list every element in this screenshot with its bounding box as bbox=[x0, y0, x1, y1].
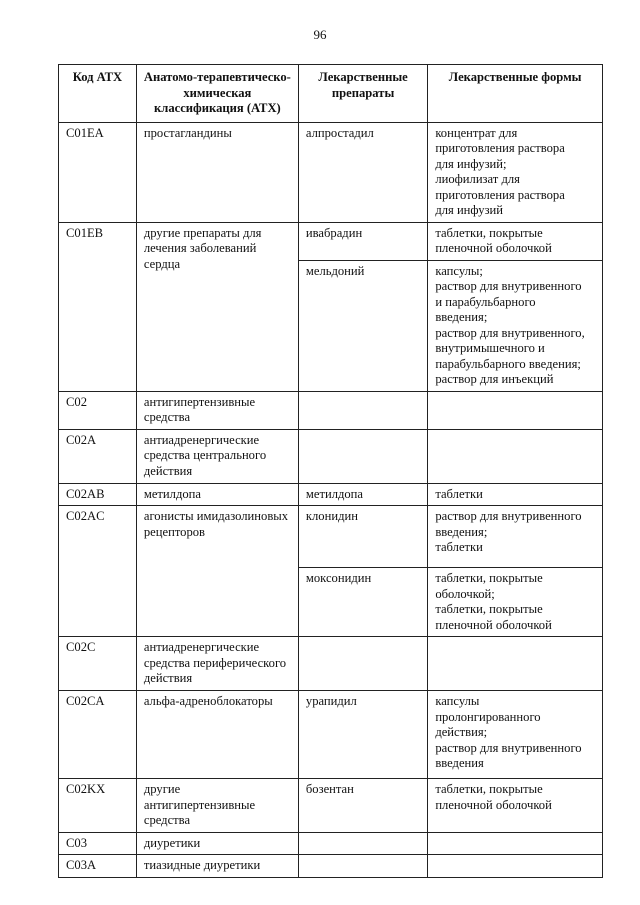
dosage-forms-cell bbox=[428, 429, 603, 483]
dosage-forms-cell: капсулы; раствор для внутривенного и парабульбарного введения; раствор для внутривенного, внутримышечного и парабульбарного введения; раствор для инъекций bbox=[428, 260, 603, 391]
atx-code-cell: C03 bbox=[59, 832, 137, 855]
dosage-forms-cell: таблетки, покрытые пленочной оболочкой bbox=[428, 222, 603, 260]
atx-code-cell: C01EB bbox=[59, 222, 137, 391]
dosage-forms-cell: таблетки, покрытые оболочкой; таблетки, покрытые пленочной оболочкой bbox=[428, 568, 603, 637]
atx-code-cell: C02A bbox=[59, 429, 137, 483]
atx-table bbox=[58, 64, 603, 878]
atx-code-cell: C02KX bbox=[59, 779, 137, 833]
table-row bbox=[59, 122, 603, 222]
dosage-forms-cell: раствор для внутривенного введения; таблетки bbox=[428, 506, 603, 568]
atx-classification-cell: другие препараты для лечения заболеваний сердца bbox=[136, 222, 298, 391]
atx-classification-cell: метилдопа bbox=[136, 483, 298, 506]
table-body bbox=[59, 122, 603, 877]
header-forms: Лекарственные формы bbox=[428, 65, 603, 123]
dosage-forms-cell bbox=[428, 391, 603, 429]
drug-name-cell: ивабрадин bbox=[298, 222, 427, 260]
atx-code-cell: C03A bbox=[59, 855, 137, 878]
drug-name-cell bbox=[298, 391, 427, 429]
table-row bbox=[59, 391, 603, 429]
table-row bbox=[59, 691, 603, 779]
drug-name-cell bbox=[298, 429, 427, 483]
table-header bbox=[59, 65, 603, 123]
table-row bbox=[59, 506, 603, 568]
page-number: 96 bbox=[313, 27, 327, 42]
dosage-forms-cell: капсулы пролонгированного действия; раствор для внутривенного введения bbox=[428, 691, 603, 779]
dosage-forms-cell bbox=[428, 637, 603, 691]
atx-classification-cell: антиадренергические средства периферического действия bbox=[136, 637, 298, 691]
drug-name-cell bbox=[298, 832, 427, 855]
dosage-forms-cell: концентрат для приготовления раствора для инфузий; лиофилизат для приготовления раствора для инфузий bbox=[428, 122, 603, 222]
drug-name-cell: метилдопа bbox=[298, 483, 427, 506]
atx-classification-cell: тиазидные диуретики bbox=[136, 855, 298, 878]
drug-name-cell: моксонидин bbox=[298, 568, 427, 637]
table-row bbox=[59, 483, 603, 506]
table-row bbox=[59, 779, 603, 833]
atx-code-cell: C02C bbox=[59, 637, 137, 691]
drug-name-cell bbox=[298, 855, 427, 878]
header-code: Код АТХ bbox=[59, 65, 137, 123]
atx-code-cell: C02CA bbox=[59, 691, 137, 779]
atx-code-cell: C02AB bbox=[59, 483, 137, 506]
header-drugs: Лекарственные препараты bbox=[298, 65, 427, 123]
atx-classification-cell: простагландины bbox=[136, 122, 298, 222]
drug-name-cell bbox=[298, 637, 427, 691]
header-classification: Анатомо-терапевтическо- химическая классификация (АТХ) bbox=[136, 65, 298, 123]
atx-code-cell: C02AC bbox=[59, 506, 137, 637]
header-row bbox=[59, 65, 603, 123]
table-row bbox=[59, 832, 603, 855]
atx-classification-cell: антигипертензивные средства bbox=[136, 391, 298, 429]
table-row bbox=[59, 429, 603, 483]
drug-name-cell: урапидил bbox=[298, 691, 427, 779]
atx-classification-cell: диуретики bbox=[136, 832, 298, 855]
dosage-forms-cell bbox=[428, 855, 603, 878]
drug-name-cell: бозентан bbox=[298, 779, 427, 833]
drug-name-cell: алпростадил bbox=[298, 122, 427, 222]
drug-name-cell: клонидин bbox=[298, 506, 427, 568]
atx-classification-cell: антиадренергические средства центрального действия bbox=[136, 429, 298, 483]
atx-classification-cell: альфа-адреноблокаторы bbox=[136, 691, 298, 779]
dosage-forms-cell: таблетки bbox=[428, 483, 603, 506]
atx-classification-cell: другие антигипертензивные средства bbox=[136, 779, 298, 833]
table-row bbox=[59, 637, 603, 691]
atx-classification-cell: агонисты имидазолиновых рецепторов bbox=[136, 506, 298, 637]
atx-code-cell: C02 bbox=[59, 391, 137, 429]
drug-name-cell: мельдоний bbox=[298, 260, 427, 391]
table-row bbox=[59, 222, 603, 260]
dosage-forms-cell bbox=[428, 832, 603, 855]
dosage-forms-cell: таблетки, покрытые пленочной оболочкой bbox=[428, 779, 603, 833]
table-row bbox=[59, 855, 603, 878]
atx-code-cell: C01EA bbox=[59, 122, 137, 222]
